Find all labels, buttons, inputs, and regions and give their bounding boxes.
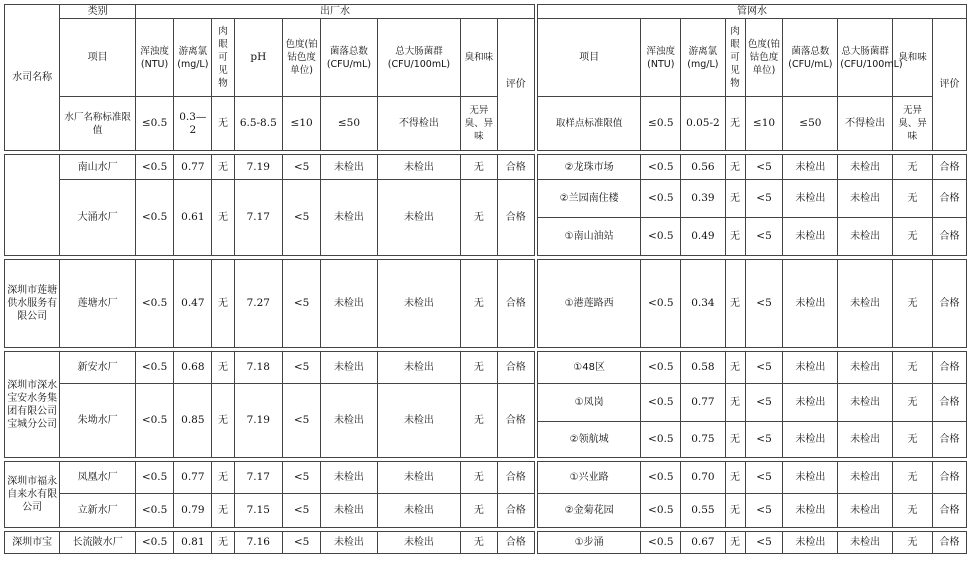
- visible-value: 无: [212, 260, 234, 348]
- evaluation-value: 合格: [497, 494, 535, 528]
- chlorine-value: 0.77: [174, 155, 212, 180]
- item-header: 项目: [60, 19, 136, 97]
- visible-value: 无: [725, 218, 745, 256]
- coliform-value: 未检出: [377, 352, 461, 384]
- limit-chlorine: 0.3—2: [174, 97, 212, 151]
- turbidity-header-right: 浑浊度(NTU): [641, 19, 681, 97]
- limit-colony: ≤50: [321, 97, 377, 151]
- ph-value: 7.18: [234, 352, 282, 384]
- color-value: <5: [282, 462, 320, 494]
- limit-color-right: ≤10: [745, 97, 783, 151]
- turbidity-value: <0.5: [641, 462, 681, 494]
- odor-value: 无: [893, 155, 933, 180]
- color-value: <5: [282, 532, 320, 554]
- color-value: <5: [745, 384, 783, 422]
- company-name-header: 水司名称: [5, 5, 60, 151]
- chlorine-header-right: 游离氯(mg/L): [681, 19, 725, 97]
- table-row: [538, 422, 967, 458]
- color-value: <5: [745, 352, 783, 384]
- turbidity-value: <0.5: [135, 462, 173, 494]
- table-row: [538, 462, 967, 494]
- odor-value: 无: [893, 532, 933, 554]
- turbidity-value: <0.5: [135, 532, 173, 554]
- factory-name: 莲塘水厂: [60, 260, 136, 348]
- visible-value: 无: [212, 384, 234, 458]
- color-header-right: 色度(铂钴色度单位): [745, 19, 783, 97]
- chlorine-value: 0.47: [174, 260, 212, 348]
- chlorine-header: 游离氯(mg/L): [174, 19, 212, 97]
- coliform-value: 未检出: [377, 180, 461, 256]
- turbidity-value: <0.5: [135, 260, 173, 348]
- coliform-value: 未检出: [838, 462, 893, 494]
- ph-value: 7.17: [234, 462, 282, 494]
- table-row: [538, 180, 967, 218]
- ph-value: 7.16: [234, 532, 282, 554]
- turbidity-value: <0.5: [641, 384, 681, 422]
- limit-turbidity: ≤0.5: [135, 97, 173, 151]
- evaluation-value: 合格: [933, 260, 967, 348]
- coliform-value: 未检出: [838, 155, 893, 180]
- table-row: [538, 218, 967, 256]
- evaluation-value: 合格: [497, 384, 535, 458]
- odor-value: 无: [461, 155, 497, 180]
- sample-point-name: ①凤岗: [538, 384, 641, 422]
- limit-odor: 无异臭、异味: [461, 97, 497, 151]
- coliform-value: 未检出: [377, 532, 461, 554]
- evaluation-value: 合格: [933, 494, 967, 528]
- coliform-value: 未检出: [377, 462, 461, 494]
- evaluation-value: 合格: [933, 462, 967, 494]
- company-name: 深圳市莲塘供水服务有限公司: [5, 260, 60, 348]
- color-value: <5: [745, 260, 783, 348]
- sample-point-name: ②龙珠市场: [538, 155, 641, 180]
- odor-value: 无: [893, 260, 933, 348]
- limit-visible: 无: [212, 97, 234, 151]
- limit-color: ≤10: [282, 97, 320, 151]
- chlorine-value: 0.55: [681, 494, 725, 528]
- turbidity-value: <0.5: [641, 180, 681, 218]
- evaluation-header-right: 评价: [933, 19, 967, 151]
- chlorine-value: 0.49: [681, 218, 725, 256]
- limit-coliform: 不得检出: [377, 97, 461, 151]
- color-value: <5: [745, 422, 783, 458]
- color-value: <5: [282, 260, 320, 348]
- table-row: [5, 155, 535, 180]
- odor-value: 无: [893, 352, 933, 384]
- table-row: [5, 462, 535, 494]
- table-row: [5, 352, 535, 384]
- color-value: <5: [282, 384, 320, 458]
- visible-value: 无: [212, 352, 234, 384]
- odor-header: 臭和味: [461, 19, 497, 97]
- coliform-value: 未检出: [838, 218, 893, 256]
- factory-limit-label: 水厂名称标准限值: [60, 97, 136, 151]
- visible-value: 无: [725, 422, 745, 458]
- colony-value: 未检出: [321, 494, 377, 528]
- chlorine-value: 0.58: [681, 352, 725, 384]
- visible-value: 无: [725, 352, 745, 384]
- turbidity-value: <0.5: [641, 352, 681, 384]
- coliform-header: 总大肠菌群(CFU/100mL): [377, 19, 461, 97]
- factory-name: 凤凰水厂: [60, 462, 136, 494]
- factory-name: 新安水厂: [60, 352, 136, 384]
- coliform-value: 未检出: [377, 494, 461, 528]
- coliform-value: 未检出: [838, 180, 893, 218]
- colony-value: 未检出: [321, 384, 377, 458]
- coliform-value: 未检出: [838, 494, 893, 528]
- evaluation-value: 合格: [933, 422, 967, 458]
- colony-value: 未检出: [783, 155, 838, 180]
- chlorine-value: 0.77: [681, 384, 725, 422]
- turbidity-value: <0.5: [135, 180, 173, 256]
- color-value: <5: [745, 155, 783, 180]
- visible-value: 无: [725, 494, 745, 528]
- turbidity-value: <0.5: [135, 494, 173, 528]
- color-value: <5: [282, 494, 320, 528]
- limit-turbidity-right: ≤0.5: [641, 97, 681, 151]
- coliform-value: 未检出: [838, 352, 893, 384]
- company-name: 深圳市宝: [5, 532, 60, 554]
- sample-point-name: ②兰园南住楼: [538, 180, 641, 218]
- turbidity-value: <0.5: [641, 494, 681, 528]
- visible-value: 无: [212, 494, 234, 528]
- color-header: 色度(铂钴色度单位): [282, 19, 320, 97]
- evaluation-header: 评价: [497, 19, 535, 151]
- visible-value: 无: [212, 532, 234, 554]
- coliform-value: 未检出: [838, 532, 893, 554]
- odor-value: 无: [893, 218, 933, 256]
- odor-value: 无: [461, 532, 497, 554]
- factory-water-table: [4, 4, 535, 554]
- evaluation-value: 合格: [933, 532, 967, 554]
- odor-value: 无: [461, 494, 497, 528]
- visible-value: 无: [725, 155, 745, 180]
- company-name: 深圳市深水宝安水务集团有限公司宝城分公司: [5, 352, 60, 458]
- turbidity-value: <0.5: [135, 352, 173, 384]
- visible-value: 无: [725, 462, 745, 494]
- color-value: <5: [745, 218, 783, 256]
- colony-value: 未检出: [783, 180, 838, 218]
- factory-name: 立新水厂: [60, 494, 136, 528]
- table-row: [5, 180, 535, 256]
- limit-odor-right: 无异臭、异味: [893, 97, 933, 151]
- visible-value: 无: [725, 384, 745, 422]
- table-row: [538, 155, 967, 180]
- colony-value: 未检出: [321, 532, 377, 554]
- visible-value: 无: [725, 180, 745, 218]
- evaluation-value: 合格: [933, 155, 967, 180]
- sample-point-name: ②金菊花园: [538, 494, 641, 528]
- evaluation-value: 合格: [933, 352, 967, 384]
- table-row: [5, 260, 535, 348]
- colony-value: 未检出: [783, 384, 838, 422]
- sample-point-name: ①南山油站: [538, 218, 641, 256]
- evaluation-value: 合格: [933, 384, 967, 422]
- category-header: 类别: [60, 5, 136, 19]
- colony-header: 菌落总数(CFU/mL): [321, 19, 377, 97]
- color-value: <5: [282, 155, 320, 180]
- turbidity-value: <0.5: [641, 422, 681, 458]
- odor-value: 无: [461, 180, 497, 256]
- odor-value: 无: [461, 462, 497, 494]
- odor-value: 无: [461, 352, 497, 384]
- visible-value: 无: [725, 260, 745, 348]
- coliform-value: 未检出: [377, 155, 461, 180]
- chlorine-value: 0.85: [174, 384, 212, 458]
- colony-value: 未检出: [783, 462, 838, 494]
- evaluation-value: 合格: [933, 180, 967, 218]
- chlorine-value: 0.70: [681, 462, 725, 494]
- chlorine-value: 0.34: [681, 260, 725, 348]
- visible-matter-header: 肉眼可见物: [212, 19, 234, 97]
- colony-value: 未检出: [321, 352, 377, 384]
- coliform-value: 未检出: [838, 384, 893, 422]
- evaluation-value: 合格: [497, 260, 535, 348]
- chlorine-value: 0.75: [681, 422, 725, 458]
- table-row: [538, 260, 967, 348]
- visible-value: 无: [212, 462, 234, 494]
- odor-value: 无: [461, 384, 497, 458]
- coliform-value: 未检出: [377, 384, 461, 458]
- table-row: [5, 532, 535, 554]
- coliform-header-right: 总大肠菌群(CFU/100mL): [838, 19, 893, 97]
- factory-name: 大涌水厂: [60, 180, 136, 256]
- chlorine-value: 0.79: [174, 494, 212, 528]
- odor-header-right: 臭和味: [893, 19, 933, 97]
- limit-colony-right: ≤50: [783, 97, 838, 151]
- chlorine-value: 0.61: [174, 180, 212, 256]
- visible-value: 无: [212, 180, 234, 256]
- color-value: <5: [282, 180, 320, 256]
- table-row: [538, 494, 967, 528]
- coliform-value: 未检出: [377, 260, 461, 348]
- limit-chlorine-right: 0.05-2: [681, 97, 725, 151]
- odor-value: 无: [893, 384, 933, 422]
- table-row: [538, 532, 967, 554]
- ph-header: pH: [234, 19, 282, 97]
- color-value: <5: [745, 532, 783, 554]
- visible-value: 无: [725, 532, 745, 554]
- limit-ph: 6.5-8.5: [234, 97, 282, 151]
- company-name: [5, 155, 60, 256]
- network-water-table: [537, 4, 967, 554]
- ph-value: 7.17: [234, 180, 282, 256]
- colony-value: 未检出: [783, 494, 838, 528]
- sample-point-name: ①步涌: [538, 532, 641, 554]
- limit-visible-right: 无: [725, 97, 745, 151]
- coliform-value: 未检出: [838, 422, 893, 458]
- turbidity-value: <0.5: [641, 532, 681, 554]
- visible-value: 无: [212, 155, 234, 180]
- odor-value: 无: [893, 422, 933, 458]
- colony-header-right: 菌落总数(CFU/mL): [783, 19, 838, 97]
- chlorine-value: 0.68: [174, 352, 212, 384]
- item-header-right: 项目: [538, 19, 641, 97]
- turbidity-value: <0.5: [135, 384, 173, 458]
- chlorine-value: 0.39: [681, 180, 725, 218]
- evaluation-value: 合格: [497, 532, 535, 554]
- table-row: [538, 352, 967, 384]
- chlorine-value: 0.67: [681, 532, 725, 554]
- factory-water-group-header: 出厂水: [135, 5, 534, 19]
- color-value: <5: [282, 352, 320, 384]
- network-limit-label: 取样点标准限值: [538, 97, 641, 151]
- colony-value: 未检出: [783, 218, 838, 256]
- colony-value: 未检出: [321, 462, 377, 494]
- table-row: [538, 384, 967, 422]
- sample-point-name: ①港莲路西: [538, 260, 641, 348]
- odor-value: 无: [893, 180, 933, 218]
- company-name: 深圳市福永自来水有限公司: [5, 462, 60, 528]
- colony-value: 未检出: [321, 180, 377, 256]
- colony-value: 未检出: [783, 422, 838, 458]
- colony-value: 未检出: [783, 532, 838, 554]
- colony-value: 未检出: [321, 155, 377, 180]
- network-water-group-header: 管网水: [538, 5, 967, 19]
- evaluation-value: 合格: [497, 462, 535, 494]
- colony-value: 未检出: [783, 352, 838, 384]
- odor-value: 无: [461, 260, 497, 348]
- chlorine-value: 0.81: [174, 532, 212, 554]
- evaluation-value: 合格: [497, 155, 535, 180]
- sample-point-name: ①48区: [538, 352, 641, 384]
- factory-name: 南山水厂: [60, 155, 136, 180]
- sample-point-name: ②领航城: [538, 422, 641, 458]
- color-value: <5: [745, 180, 783, 218]
- evaluation-value: 合格: [497, 180, 535, 256]
- factory-name: 长流陂水厂: [60, 532, 136, 554]
- turbidity-value: <0.5: [641, 218, 681, 256]
- sample-point-name: ①兴业路: [538, 462, 641, 494]
- turbidity-value: <0.5: [641, 155, 681, 180]
- evaluation-value: 合格: [497, 352, 535, 384]
- coliform-value: 未检出: [838, 260, 893, 348]
- visible-matter-header-right: 肉眼可见物: [725, 19, 745, 97]
- colony-value: 未检出: [321, 260, 377, 348]
- chlorine-value: 0.77: [174, 462, 212, 494]
- turbidity-header: 浑浊度(NTU): [135, 19, 173, 97]
- odor-value: 无: [893, 494, 933, 528]
- odor-value: 无: [893, 462, 933, 494]
- chlorine-value: 0.56: [681, 155, 725, 180]
- limit-coliform-right: 不得检出: [838, 97, 893, 151]
- table-row: [5, 494, 535, 528]
- colony-value: 未检出: [783, 260, 838, 348]
- turbidity-value: <0.5: [135, 155, 173, 180]
- ph-value: 7.19: [234, 384, 282, 458]
- turbidity-value: <0.5: [641, 260, 681, 348]
- ph-value: 7.27: [234, 260, 282, 348]
- ph-value: 7.15: [234, 494, 282, 528]
- ph-value: 7.19: [234, 155, 282, 180]
- color-value: <5: [745, 494, 783, 528]
- evaluation-value: 合格: [933, 218, 967, 256]
- table-row: [5, 384, 535, 458]
- factory-name: 朱坳水厂: [60, 384, 136, 458]
- color-value: <5: [745, 462, 783, 494]
